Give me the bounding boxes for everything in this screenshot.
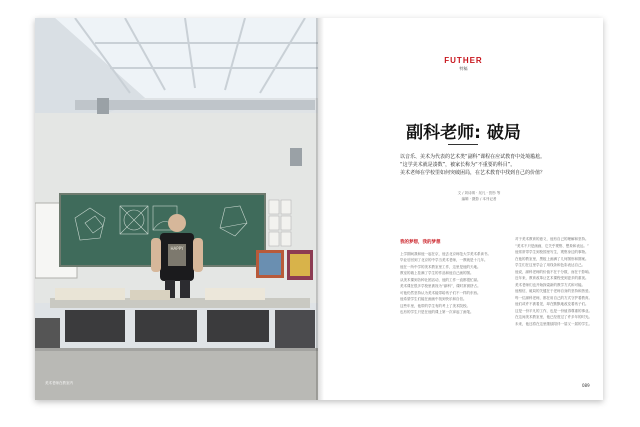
body-line: 从美术课到各种社团活动，他的工作一直都很忙碌。 bbox=[400, 277, 481, 282]
body-line: 在这间美术教室里，他已经度过了许多年的时光。 bbox=[515, 315, 592, 319]
body-line: 学生们在这里学会了用线条和色彩表达自己。 bbox=[515, 263, 585, 267]
deck-line: “这学美术就是凑数”，被家长称为“不重要的科目”。 bbox=[400, 162, 516, 168]
deck-line: 美术老师在学校里如何突破困局，在艺术教育中找到自己的价值？ bbox=[400, 170, 546, 176]
shirt-text: HAPPY bbox=[170, 246, 184, 251]
body-line: 这是一份平凡的工作，也是一份值得尊重的事业。 bbox=[515, 308, 592, 313]
body-line: 他说，副科老师的价值不在于分数，而在于影响。 bbox=[515, 269, 592, 274]
body-column-right bbox=[515, 236, 623, 327]
body-line: 可他仍然坚持认为美术能带给孩子们不一样的东西。 bbox=[400, 290, 481, 295]
classroom-photo bbox=[35, 18, 318, 400]
body-line: 他希望学生们能在画画中找到快乐和自信。 bbox=[400, 297, 467, 301]
body-line: 也有的学生只是在他的课上第一次拿起了画笔。 bbox=[400, 310, 474, 314]
deck-line: 以音乐、美术为代表的艺术类“副科”课程在应试教育中处境尴尬。 bbox=[400, 154, 546, 160]
classroom-illustration bbox=[35, 18, 318, 400]
page-number: 089 bbox=[582, 383, 590, 388]
spine-shadow bbox=[316, 18, 324, 400]
body-line: 美术课在很多学校里被视为“副科”，课时常被挤占。 bbox=[400, 284, 481, 288]
body-line: 他们或许不被看见，却在默默地改变着孩子们。 bbox=[515, 302, 589, 306]
article-page bbox=[324, 18, 603, 400]
magazine-section: 特稿 bbox=[459, 66, 468, 71]
magazine-spread bbox=[35, 18, 603, 400]
body-line: 上学期间我和他一起在京，他去北京师范大学美术系读书。 bbox=[400, 251, 491, 256]
body-line: 未来，他还将在这里继续陪伴一届又一届的学生。 bbox=[515, 321, 592, 326]
body-line: 对于美术教育的意义，他有自己的理解和坚持。 bbox=[515, 237, 589, 241]
credits-line: 编辑 · 摄影 / 本刊记者 bbox=[461, 197, 497, 201]
article-deck bbox=[400, 153, 560, 177]
credits-line: 文 / 刘诗琪 · 吴凡 · 贺彤 等 bbox=[457, 191, 501, 195]
body-line: 这些年里，他带的学生有的考上了美术院校。 bbox=[400, 303, 470, 308]
title-divider bbox=[448, 144, 478, 145]
body-line: 在他的教室里，黑板上画满了几何图形和图案。 bbox=[515, 256, 589, 261]
body-line: 教室的墙上挂满了学生的作品和他自己画的图。 bbox=[400, 271, 474, 275]
body-column-left bbox=[400, 240, 508, 316]
body-line: 他常常带学生到校园里写生，观察身边的事物。 bbox=[515, 250, 589, 254]
body-line: 每一位副科老师，都在用自己的方式守护着教育。 bbox=[515, 295, 592, 300]
body-line: 美术老师们也开始探索新的教学方式和可能。 bbox=[515, 282, 585, 287]
magazine-logo: FUTHER bbox=[444, 56, 483, 65]
body-line: 他相信，破局的关键在于老师自身的坚持和热爱。 bbox=[515, 289, 592, 293]
body-line: 近年来，教育改革让艺术课程受到更多的重视。 bbox=[515, 276, 589, 280]
article-title: 副科老师: 破局 bbox=[406, 123, 521, 143]
body-line: “美术不只是画画，它关乎观察、想象和表达。” bbox=[515, 243, 589, 248]
body-line: 他在一所中学的美术教室里工作，这里是他的天地。 bbox=[400, 264, 481, 269]
section-subhead: 我的梦想，我的梦想 bbox=[400, 240, 441, 245]
body-line: 毕业后回到了北京的中学当美术老师，一教就是十几年。 bbox=[400, 258, 488, 262]
article-credits bbox=[419, 190, 539, 202]
photo-caption: 美术老师在教室内 bbox=[45, 381, 73, 385]
